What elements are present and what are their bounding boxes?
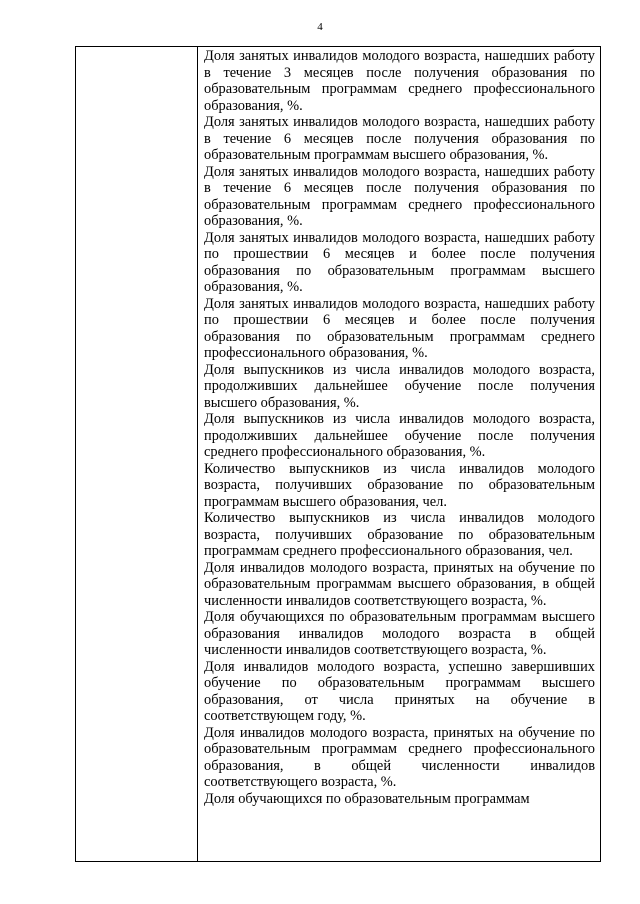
indicator-paragraph: Доля занятых инвалидов молодого возраста, нашедших работу по прошествии 6 месяцев и более после получения образования по образовательным программам высшего образования, %. — [204, 229, 595, 295]
indicator-paragraph: Доля занятых инвалидов молодого возраста, нашедших работу в течение 3 месяцев после получения образования по образовательным программам среднего профессионального образования, %. — [204, 48, 595, 114]
indicator-paragraph: Доля инвалидов молодого возраста, принятых на обучение по образовательным программам высшего образования, в общей численности инвалидов соответствующего возраста, %. — [204, 559, 595, 609]
indicator-paragraph: Доля занятых инвалидов молодого возраста, нашедших работу по прошествии 6 месяцев и более после получения образования по образовательным программам среднего профессионального образования, %. — [204, 295, 595, 361]
indicator-paragraph: Доля занятых инвалидов молодого возраста, нашедших работу в течение 6 месяцев после получения образования по образовательным программам среднего профессионального образования, %. — [204, 163, 595, 229]
indicator-paragraph: Доля занятых инвалидов молодого возраста, нашедших работу в течение 6 месяцев после получения образования по образовательным программам высшего образования, %. — [204, 114, 595, 163]
indicator-paragraph: Доля инвалидов молодого возраста, принятых на обучение по образовательным программам среднего профессионального образования, в общей численности инвалидов соответствующего возраста, %. — [204, 724, 595, 790]
page-number: 4 — [317, 21, 323, 33]
indicator-table — [75, 46, 601, 862]
indicator-paragraph: Доля обучающихся по образовательным программам — [204, 790, 530, 807]
table-left-column — [76, 47, 198, 861]
indicator-paragraph: Доля выпускников из числа инвалидов молодого возраста, продолживших дальнейшее обучение после получения высшего образования, %. — [204, 361, 595, 411]
indicator-paragraph: Доля обучающихся по образовательным программам высшего образования инвалидов молодого возраста в общей численности инвалидов соответствующего возраста, %. — [204, 609, 595, 658]
indicator-paragraph: Доля инвалидов молодого возраста, успешно завершивших обучение по образовательным программам высшего образования, от числа принятых на обучение в соответствующем году, %. — [204, 658, 595, 724]
indicator-paragraph: Количество выпускников из числа инвалидов молодого возраста, получивших образование по образовательным программам среднего профессионального образования, чел. — [204, 510, 595, 559]
table-right-column — [198, 47, 600, 861]
indicator-paragraph: Количество выпускников из числа инвалидов молодого возраста, получивших образование по образовательным программам высшего образования, чел. — [204, 460, 595, 510]
indicator-paragraph: Доля выпускников из числа инвалидов молодого возраста, продолживших дальнейшее обучение после получения среднего профессионального образования, %. — [204, 411, 595, 460]
